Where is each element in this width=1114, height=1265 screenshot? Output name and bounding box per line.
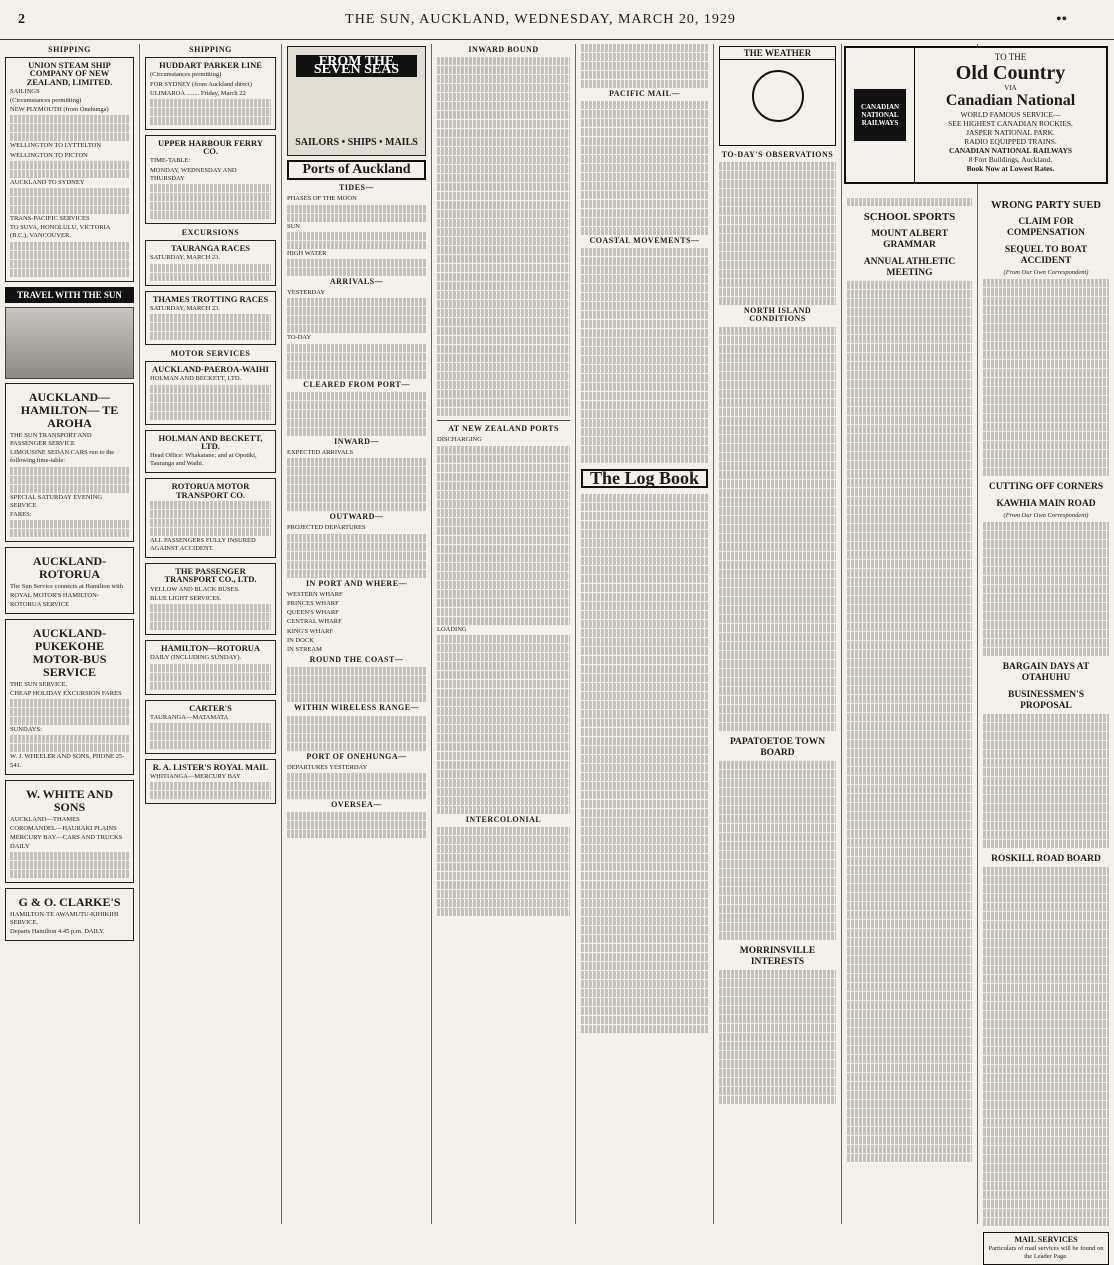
ad-line: The Sun Service connects at Hamilton with: [10, 583, 124, 591]
inport-heading: IN PORT AND WHERE—: [305, 578, 408, 588]
text-body: [150, 184, 271, 219]
text-body: [10, 735, 129, 752]
ad-title: THE PASSENGER TRANSPORT CO., LTD.: [164, 566, 257, 585]
ad-line: AUCKLAND—THAMES: [10, 815, 80, 823]
ad-line: TO SUVA, HONOLULU, VICTORIA (B.C.), VANCOUVER.: [10, 224, 111, 240]
text-body: [719, 761, 836, 940]
sub-heading: DISCHARGING: [437, 436, 482, 444]
ad-line: WELLINGTON TO LYTTELTON: [10, 142, 102, 150]
sub-heading: TO-DAY: [287, 334, 312, 342]
column-shipping-1: [0, 44, 140, 1224]
sub-heading: HIGH WATER: [287, 249, 327, 257]
ad-title: UPPER HARBOUR FERRY CO.: [157, 138, 263, 157]
mail-services-title: MAIL SERVICES: [1014, 1235, 1078, 1245]
sub-heading: SUN: [287, 222, 301, 230]
union-steam-ad: [5, 57, 134, 281]
column-inward: [432, 44, 576, 1224]
thames-races-ad: [145, 291, 276, 345]
ad-line: TRANS-PACIFIC SERVICES: [10, 215, 90, 223]
text-body: [10, 520, 129, 537]
ad-title: HAMILTON—ROTORUA: [160, 643, 261, 654]
weather-dial: [752, 70, 804, 122]
weather-title: THE WEATHER: [720, 47, 835, 60]
text-body: [581, 494, 708, 1033]
cn-book: Book Now at Lowest Rates.: [966, 164, 1055, 173]
banner-title: FROM THE SEVEN SEAS: [296, 55, 417, 77]
pukekohe-ad: [5, 619, 134, 775]
text-body: [150, 314, 271, 340]
text-body: [437, 57, 570, 416]
text-body: [437, 827, 570, 916]
bargain-heading: BARGAIN DAYS AT OTAHUHU: [1002, 662, 1090, 684]
sequel-heading: SEQUEL TO BOAT ACCIDENT: [1004, 245, 1088, 266]
text-body: [287, 344, 426, 379]
cn-address: 8 Fort Buildings, Auckland.: [968, 155, 1053, 164]
cleared-heading: CLEARED FROM PORT—: [303, 379, 410, 389]
cutting-corners-heading: CUTTING OFF CORNERS: [988, 482, 1104, 493]
ad-line: WELLINGTON TO PICTON: [10, 151, 88, 159]
sub-heading: LOADING: [437, 625, 467, 633]
text-body: [150, 664, 271, 690]
ad-line: Head Office: Whakatane; and at Opotiki, Tauranga and Waihi.: [150, 452, 257, 468]
cn-logo-area: [846, 48, 915, 182]
grammar-heading: MOUNT ALBERT GRAMMAR: [871, 229, 948, 250]
north-island-heading: NORTH ISLAND CONDITIONS: [743, 306, 812, 324]
text-body: [287, 205, 426, 222]
ad-line: NEW PLYMOUTH (from Onehunga): [10, 106, 109, 114]
wharf-label: KING'S WHARF: [287, 627, 334, 635]
ad-line: HAMILTON-TE AWAMUTU-KIHIKIHI SERVICE.: [10, 910, 119, 926]
wharf-label: IN DOCK: [287, 636, 314, 644]
ad-title: W. WHITE AND SONS: [25, 786, 114, 814]
text-body: [287, 458, 426, 511]
cn-company: CANADIAN NATIONAL RAILWAYS: [948, 146, 1073, 155]
ad-line: SUNDAYS:: [10, 726, 42, 734]
wharf-label: WESTERN WHARF: [287, 590, 343, 598]
ad-title: THAMES TROTTING RACES: [152, 293, 269, 304]
ad-line: FARES:: [10, 511, 32, 519]
ad-title: G & O. CLARKE'S: [18, 894, 121, 909]
cn-line: WORLD FAMOUS SERVICE—: [960, 110, 1061, 119]
text-body: [983, 522, 1109, 656]
text-body: [150, 385, 271, 420]
roskill-heading: ROSKILL ROAD BOARD: [991, 854, 1101, 865]
white-sons-ad: [5, 780, 134, 883]
oversea-heading: OVERSEA—: [331, 800, 382, 810]
text-body: [10, 852, 129, 878]
text-body: [150, 99, 271, 125]
text-body: [581, 101, 708, 235]
inward-heading: INWARD—: [334, 436, 379, 446]
ad-title: CARTER'S: [189, 702, 232, 713]
text-body: [287, 259, 426, 276]
text-body: [847, 198, 972, 206]
cn-name: Canadian National: [945, 92, 1076, 109]
text-body: [287, 392, 426, 436]
holman-beckett-ad: [145, 430, 276, 474]
ad-title: ROTORUA MOTOR TRANSPORT CO.: [171, 481, 250, 500]
text-body: [287, 232, 426, 249]
morrinsville-heading: MORRINSVILLE INTERESTS: [739, 945, 816, 967]
cn-line: RADIO EQUIPPED TRAINS.: [964, 137, 1057, 146]
byline: (From Our Own Correspondent): [1003, 269, 1089, 276]
text-body: [719, 162, 836, 305]
cn-to: TO THE: [994, 52, 1027, 62]
ad-line: MERCURY BAY—CARS AND TRUCKS DAILY: [10, 834, 123, 850]
arrivals-heading: ARRIVALS—: [329, 277, 384, 287]
hamilton-rotorua-ad: [145, 640, 276, 694]
column-school: [842, 44, 978, 1224]
page-marker: ••: [1055, 10, 1068, 28]
ports-title: Ports of Auckland: [287, 160, 426, 180]
text-body: [150, 264, 271, 281]
byline: (From Our Own Correspondent): [1003, 512, 1089, 520]
ad-line: Departs Hamilton 4.45 p.m. DAILY.: [10, 928, 105, 936]
text-body: [287, 812, 426, 838]
ad-line: SAILINGS: [10, 87, 40, 95]
cn-logo: CANADIAN NATIONAL RAILWAYS: [854, 89, 906, 141]
school-sports-heading: SCHOOL SPORTS: [863, 211, 956, 223]
ad-title: AUCKLAND-ROTORUA: [32, 554, 107, 582]
ad-line: SPECIAL SATURDAY EVENING SERVICE: [10, 493, 103, 509]
intercolonial-heading: INTERCOLONIAL: [465, 814, 542, 824]
sub-heading: PROJECTED DEPARTURES: [287, 524, 366, 532]
text-body: [287, 667, 426, 702]
text-body: [719, 970, 836, 1104]
inward-bound-heading: INWARD BOUND: [468, 45, 539, 54]
passenger-transport-ad: [145, 563, 276, 635]
text-body: [983, 867, 1109, 1226]
papatoetoe-heading: PAPATOETOE TOWN BOARD: [729, 736, 826, 758]
carters-ad: [145, 700, 276, 754]
text-body: [983, 714, 1109, 848]
masthead: [0, 0, 1114, 40]
wharf-label: PRINCES WHARF: [287, 600, 339, 608]
ad-line: ULIMAROA ........ Friday, March 22: [150, 89, 246, 97]
ad-line: YELLOW AND BLACK BUSES.: [150, 585, 240, 593]
ad-line: SATURDAY, MARCH 23.: [150, 254, 221, 262]
section-heading: SHIPPING: [48, 45, 91, 54]
proposal-heading: BUSINESSMEN'S PROPOSAL: [1007, 690, 1085, 712]
round-coast-heading: ROUND THE COAST—: [309, 655, 404, 665]
ad-line: TIME-TABLE:: [150, 157, 191, 165]
cn-line: JASPER NATIONAL PARK.: [966, 128, 1055, 137]
section-heading: MOTOR SERVICES: [170, 349, 251, 359]
ad-title: AUCKLAND-PAEROA-WAIHI: [152, 364, 269, 375]
banner-subtitle: SAILORS • SHIPS • MAILS: [295, 136, 418, 148]
text-body: [10, 188, 129, 214]
ad-line: THE SUN TRANSPORT AND PASSENGER SERVICE: [10, 431, 92, 448]
text-body: [10, 161, 129, 178]
text-body: [287, 298, 426, 333]
wrong-party-heading: WRONG PARTY SUED: [991, 200, 1101, 211]
upper-harbour-ad: [145, 135, 276, 224]
ad-line: BLUE LIGHT SERVICES.: [150, 594, 222, 602]
column-pacific: [576, 44, 714, 1224]
sub-heading: PHASES OF THE MOON: [287, 195, 357, 203]
claim-heading: CLAIM FOR COMPENSATION: [1007, 217, 1085, 238]
cn-old-country: Old Country: [955, 62, 1066, 84]
seven-seas-banner: [287, 46, 426, 156]
ad-line: TAURANGA—MATAMATA: [150, 713, 229, 721]
kawhia-heading: KAWHIA MAIN ROAD: [996, 499, 1096, 510]
cn-via: VIA: [1004, 84, 1017, 92]
section-heading: EXCURSIONS: [181, 228, 240, 238]
huddart-parker-ad: [145, 57, 276, 130]
text-body: [437, 446, 570, 625]
coastal-heading: COASTAL MOVEMENTS—: [589, 236, 700, 246]
text-body: [10, 467, 129, 493]
column-news: [978, 44, 1114, 1260]
ad-title: AUCKLAND-PUKEKOHE MOTOR-BUS SERVICE: [32, 625, 107, 679]
ad-line: AUCKLAND TO SYDNEY: [10, 178, 85, 186]
ad-line: ROYAL MOTOR'S HAMILTON-ROTORUA SERVICE: [10, 592, 99, 608]
ad-line: DAILY (INCLUDING SUNDAY).: [150, 654, 242, 662]
wharf-label: CENTRAL WHARF: [287, 618, 342, 626]
paeroa-waihi-ad: [145, 361, 276, 424]
column-shipping-2: [140, 44, 282, 1224]
text-body: [150, 782, 271, 799]
ad-line: W. J. WHEELER AND SONS, PHONE 25-541.: [10, 753, 125, 769]
sub-heading: DEPARTURES YESTERDAY: [287, 763, 368, 771]
cn-line: SEE HIGHEST CANADIAN ROCKIES.: [948, 119, 1073, 128]
sun-service-ad: [5, 383, 134, 542]
text-body: [287, 534, 426, 578]
column-ports: [282, 44, 432, 1224]
ad-title: HUDDART PARKER LINE: [159, 60, 262, 71]
text-body: [287, 773, 426, 799]
ad-title: R. A. LISTER'S ROYAL MAIL: [152, 761, 269, 772]
text-body: [10, 115, 129, 141]
text-body: [150, 723, 271, 749]
column-weather: [714, 44, 842, 1224]
ad-line: MONDAY, WEDNESDAY AND THURSDAY: [150, 166, 237, 182]
outward-heading: OUTWARD—: [329, 512, 384, 522]
section-heading: SHIPPING: [189, 45, 232, 54]
text-body: [581, 44, 708, 88]
clarke-ad: [5, 888, 134, 942]
ad-line: LIMOUSINE SEDAN CARS run to the following time-table:: [10, 449, 115, 465]
nz-ports-heading: AT NEW ZEALAND PORTS: [448, 424, 559, 434]
page-number: 2: [18, 11, 25, 27]
ad-title: HOLMAN AND BECKETT, LTD.: [158, 432, 263, 451]
car-illustration: [5, 307, 134, 379]
lister-ad: [145, 759, 276, 804]
mail-services-text: Particulars of mail services will be found on the Leader Page.: [988, 1244, 1104, 1260]
ad-line: WHITIANGA—MERCURY BAY: [150, 773, 241, 781]
tides-heading: TIDES—: [338, 183, 374, 193]
ad-line: (Circumstances permitting): [150, 71, 222, 79]
text-body: [10, 699, 129, 725]
text-body: [150, 604, 271, 630]
text-body: [150, 501, 271, 536]
ad-line: ALL PASSENGERS FULLY INSURED AGAINST ACCIDENT.: [150, 536, 256, 553]
athletic-heading: ANNUAL ATHLETIC MEETING: [863, 257, 956, 278]
sub-heading: EXPECTED ARRIVALS: [287, 449, 354, 457]
text-body: [581, 248, 708, 463]
tauranga-races-ad: [145, 240, 276, 285]
sub-heading: YESTERDAY: [287, 289, 326, 297]
text-body: [983, 279, 1109, 476]
ad-line: FOR SYDNEY (from Auckland direct): [150, 80, 252, 88]
ad-line: THE SUN SERVICE.: [10, 680, 68, 688]
text-body: [287, 716, 426, 751]
page-title: THE SUN, AUCKLAND, WEDNESDAY, MARCH 20, 1929: [345, 11, 736, 27]
ad-line: CHEAP HOLIDAY EXCURSION FARES: [10, 690, 122, 698]
onehunga-heading: PORT OF ONEHUNGA—: [306, 751, 407, 761]
rotorua-transport-ad: [145, 478, 276, 558]
rotorua-ad: [5, 547, 134, 614]
ad-line: (Circumstances permitting): [10, 97, 82, 105]
ad-line: SATURDAY, MARCH 23.: [150, 304, 221, 312]
text-body: [10, 242, 129, 277]
ad-title: TAURANGA RACES: [171, 243, 250, 254]
divider: [437, 420, 570, 421]
ad-title: AUCKLAND— HAMILTON— TE AROHA: [20, 389, 119, 430]
ad-line: HOLMAN AND BECKETT, LTD.: [150, 375, 242, 383]
log-book-title: The Log Book: [581, 469, 708, 487]
text-body: [847, 281, 972, 1162]
ad-title: UNION STEAM SHIP COMPANY OF NEW ZEALAND, LIMITED.: [26, 60, 113, 87]
wireless-heading: WITHIN WIRELESS RANGE—: [293, 703, 420, 713]
wharf-label: IN STREAM: [287, 646, 322, 654]
text-body: [437, 635, 570, 814]
wharf-label: QUEEN'S WHARF: [287, 609, 339, 617]
mail-services-box: [983, 1232, 1109, 1265]
ad-line: COROMANDEL—HAURAKI PLAINS: [10, 825, 117, 833]
text-body: [719, 327, 836, 731]
travel-banner: TRAVEL WITH THE SUN: [5, 287, 134, 303]
weather-box: [719, 46, 836, 146]
observations-heading: TO-DAY'S OBSERVATIONS: [721, 150, 834, 159]
pacific-mail-heading: PACIFIC MAIL—: [608, 89, 680, 98]
